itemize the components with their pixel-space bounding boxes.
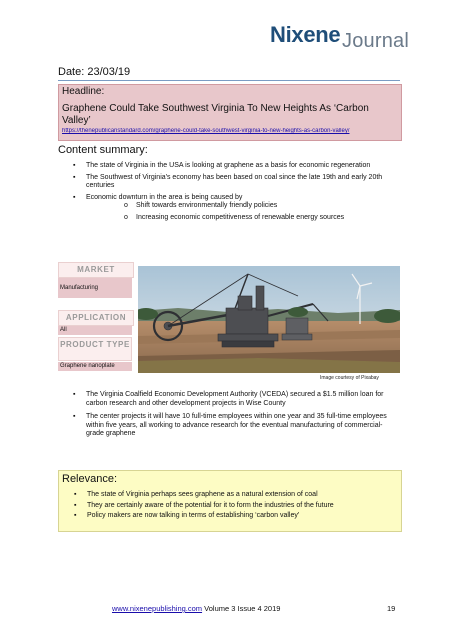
image-credit: Image courtesy of Pixabay bbox=[320, 375, 379, 381]
article-date: Date: 23/03/19 bbox=[58, 66, 131, 78]
excavator-illustration bbox=[138, 266, 400, 373]
footer bbox=[112, 604, 280, 613]
list-item: ▪ They are certainly aware of the potential for it to form the industries of the future bbox=[59, 502, 399, 511]
journal-logo bbox=[270, 22, 410, 50]
headline-box bbox=[58, 84, 402, 141]
application-value: All bbox=[58, 326, 132, 335]
page-number: 19 bbox=[387, 604, 396, 613]
relevance-label: Relevance: bbox=[62, 473, 118, 485]
summary-sub-list bbox=[86, 202, 398, 222]
list-item: ▪ Policy makers are now talking in terms of establishing ‘carbon valley’ bbox=[59, 512, 399, 521]
logo-name-bold: Nixene bbox=[270, 22, 341, 47]
market-value: Manufacturing bbox=[58, 278, 132, 298]
market-label: MARKET bbox=[58, 262, 134, 278]
list-item bbox=[58, 194, 398, 223]
details-list bbox=[58, 391, 400, 444]
sub-list-item: o Increasing economic competitiveness of renewable energy sources bbox=[86, 214, 398, 223]
summary-label: Content summary: bbox=[58, 144, 148, 156]
list-item: ▪ The state of Virginia in the USA is looking at graphene as a basis for economic regeneration bbox=[58, 162, 398, 171]
application-label: APPLICATION bbox=[58, 310, 134, 326]
publisher-link[interactable]: www.nixenepublishing.com bbox=[112, 604, 203, 613]
divider bbox=[58, 80, 400, 81]
list-item-text: Economic downturn in the area is being caused by bbox=[86, 193, 243, 201]
headline-label: Headline: bbox=[62, 86, 105, 97]
relevance-box bbox=[58, 470, 402, 532]
list-item: ▪ The Southwest of Virginia's economy has been based on coal since the late 19th and early 20th centuries bbox=[58, 174, 398, 191]
relevance-list bbox=[59, 491, 399, 523]
logo-name-light: Journal bbox=[342, 30, 409, 52]
list-item: ▪ The Virginia Coalfield Economic Development Authority (VCEDA) secured a $1.5 million loan for carbon research and other development projects in Wise County bbox=[58, 391, 400, 408]
issue-info: Volume 3 Issue 4 2019 bbox=[202, 604, 281, 613]
headline-source-link[interactable]: https://thenepublicanstandard.com/graphene-could-take-southwest-virginia-to-new-heights-as-carbon-valley/ bbox=[62, 128, 350, 134]
excavator-photo bbox=[138, 266, 400, 373]
product-type-label: PRODUCT TYPE bbox=[58, 337, 132, 361]
summary-list bbox=[58, 162, 398, 225]
product-type-value: Graphene nanoplate bbox=[58, 362, 132, 371]
list-item: ▪ The center projects it will have 10 full-time employees within one year and 35 full-time employees within five years, all working to advance research for the eventual manufacturing of commercial-grade graphene bbox=[58, 413, 400, 439]
headline-title: Graphene Could Take Southwest Virginia To New Heights As ‘Carbon Valley’ bbox=[62, 103, 369, 126]
list-item: ▪ The state of Virginia perhaps sees graphene as a natural extension of coal bbox=[59, 491, 399, 500]
sub-list-item: o Shift towards environmentally friendly policies bbox=[86, 202, 398, 211]
